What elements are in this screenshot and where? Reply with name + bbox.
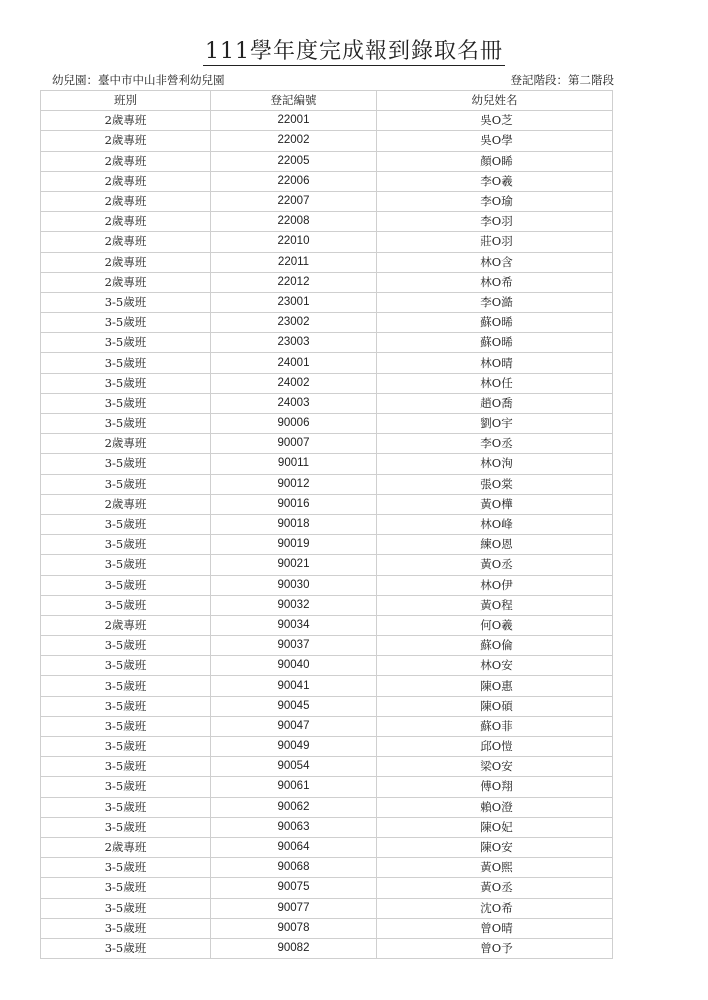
cell-child-name: 黃O程 — [377, 595, 613, 615]
table-row — [41, 514, 613, 534]
table-row — [41, 494, 613, 514]
cell-reg-number: 22002 — [211, 131, 377, 151]
table-row — [41, 393, 613, 413]
table-row — [41, 333, 613, 353]
table-row — [41, 696, 613, 716]
table-row — [41, 817, 613, 837]
table-row — [41, 111, 613, 131]
cell-class: 2歲專班 — [41, 434, 211, 454]
stage-label: 登記階段：第二階段 — [510, 73, 614, 87]
cell-child-name: 練O恩 — [377, 535, 613, 555]
cell-class: 3-5歲班 — [41, 454, 211, 474]
cell-child-name: 曾O晴 — [377, 918, 613, 938]
header-reg-number: 登記編號 — [211, 91, 377, 111]
cell-reg-number: 22011 — [211, 252, 377, 272]
cell-child-name: 趙O喬 — [377, 393, 613, 413]
cell-reg-number: 22005 — [211, 151, 377, 171]
document-meta — [52, 72, 614, 88]
cell-reg-number: 90041 — [211, 676, 377, 696]
cell-class: 2歲專班 — [41, 615, 211, 635]
cell-reg-number: 90011 — [211, 454, 377, 474]
cell-class: 3-5歲班 — [41, 938, 211, 958]
cell-reg-number: 22012 — [211, 272, 377, 292]
table-row — [41, 353, 613, 373]
cell-class: 3-5歲班 — [41, 555, 211, 575]
cell-class: 3-5歲班 — [41, 676, 211, 696]
cell-child-name: 沈O希 — [377, 898, 613, 918]
cell-reg-number: 90040 — [211, 656, 377, 676]
cell-reg-number: 22001 — [211, 111, 377, 131]
table-row — [41, 797, 613, 817]
cell-reg-number: 23003 — [211, 333, 377, 353]
table-row — [41, 737, 613, 757]
cell-class: 2歲專班 — [41, 494, 211, 514]
cell-class: 3-5歲班 — [41, 797, 211, 817]
table-row — [41, 858, 613, 878]
table-row — [41, 151, 613, 171]
cell-child-name: 傅O翔 — [377, 777, 613, 797]
cell-reg-number: 90062 — [211, 797, 377, 817]
enrollment-table — [40, 90, 613, 959]
header-child-name: 幼兒姓名 — [377, 91, 613, 111]
cell-class: 3-5歲班 — [41, 898, 211, 918]
cell-child-name: 邱O愷 — [377, 737, 613, 757]
cell-reg-number: 90063 — [211, 817, 377, 837]
cell-class: 3-5歲班 — [41, 716, 211, 736]
cell-class: 2歲專班 — [41, 232, 211, 252]
cell-class: 3-5歲班 — [41, 535, 211, 555]
cell-class: 3-5歲班 — [41, 858, 211, 878]
kindergarten-label: 幼兒園：臺中市中山非營利幼兒園 — [52, 73, 225, 87]
cell-reg-number: 90045 — [211, 696, 377, 716]
cell-class: 3-5歲班 — [41, 373, 211, 393]
cell-child-name: 吳O學 — [377, 131, 613, 151]
cell-child-name: 林O安 — [377, 656, 613, 676]
cell-reg-number: 90006 — [211, 414, 377, 434]
cell-class: 3-5歲班 — [41, 514, 211, 534]
cell-class: 2歲專班 — [41, 111, 211, 131]
table-row — [41, 454, 613, 474]
table-row — [41, 918, 613, 938]
cell-reg-number: 90078 — [211, 918, 377, 938]
cell-class: 3-5歲班 — [41, 817, 211, 837]
cell-reg-number: 90021 — [211, 555, 377, 575]
cell-child-name: 李O羲 — [377, 171, 613, 191]
cell-class: 2歲專班 — [41, 212, 211, 232]
cell-class: 2歲專班 — [41, 151, 211, 171]
cell-child-name: 林O含 — [377, 252, 613, 272]
cell-reg-number: 90075 — [211, 878, 377, 898]
table-row — [41, 171, 613, 191]
cell-reg-number: 90061 — [211, 777, 377, 797]
cell-child-name: 黃O丞 — [377, 878, 613, 898]
table-row — [41, 535, 613, 555]
cell-child-name: 林O晴 — [377, 353, 613, 373]
cell-reg-number: 90016 — [211, 494, 377, 514]
cell-child-name: 莊O羽 — [377, 232, 613, 252]
cell-child-name: 蘇O晞 — [377, 313, 613, 333]
cell-class: 3-5歲班 — [41, 696, 211, 716]
cell-reg-number: 90034 — [211, 615, 377, 635]
cell-child-name: 黃O丞 — [377, 555, 613, 575]
table-row — [41, 373, 613, 393]
cell-class: 3-5歲班 — [41, 595, 211, 615]
table-row — [41, 837, 613, 857]
cell-child-name: 林O伊 — [377, 575, 613, 595]
cell-reg-number: 90012 — [211, 474, 377, 494]
cell-reg-number: 23001 — [211, 292, 377, 312]
cell-reg-number: 90007 — [211, 434, 377, 454]
cell-child-name: 李O丞 — [377, 434, 613, 454]
cell-class: 3-5歲班 — [41, 474, 211, 494]
cell-class: 3-5歲班 — [41, 636, 211, 656]
cell-reg-number: 90018 — [211, 514, 377, 534]
cell-class: 3-5歲班 — [41, 292, 211, 312]
cell-reg-number: 24002 — [211, 373, 377, 393]
table-row — [41, 212, 613, 232]
cell-class: 2歲專班 — [41, 837, 211, 857]
cell-child-name: 賴O澄 — [377, 797, 613, 817]
cell-class: 2歲專班 — [41, 252, 211, 272]
table-row — [41, 272, 613, 292]
cell-reg-number: 22008 — [211, 212, 377, 232]
table-row — [41, 757, 613, 777]
table-row — [41, 716, 613, 736]
cell-reg-number: 22006 — [211, 171, 377, 191]
cell-class: 3-5歲班 — [41, 737, 211, 757]
cell-class: 3-5歲班 — [41, 757, 211, 777]
cell-reg-number: 90054 — [211, 757, 377, 777]
cell-child-name: 林O希 — [377, 272, 613, 292]
cell-child-name: 黃O熙 — [377, 858, 613, 878]
cell-child-name: 李O羽 — [377, 212, 613, 232]
table-row — [41, 414, 613, 434]
header-class: 班別 — [41, 91, 211, 111]
cell-class: 3-5歲班 — [41, 393, 211, 413]
table-row — [41, 434, 613, 454]
table-row — [41, 474, 613, 494]
cell-child-name: 吳O芝 — [377, 111, 613, 131]
cell-class: 3-5歲班 — [41, 656, 211, 676]
cell-reg-number: 22007 — [211, 191, 377, 211]
cell-child-name: 陳O妃 — [377, 817, 613, 837]
cell-child-name: 劉O宇 — [377, 414, 613, 434]
cell-reg-number: 90030 — [211, 575, 377, 595]
cell-child-name: 李O瑜 — [377, 191, 613, 211]
cell-class: 2歲專班 — [41, 191, 211, 211]
cell-child-name: 林O任 — [377, 373, 613, 393]
cell-reg-number: 22010 — [211, 232, 377, 252]
table-row — [41, 656, 613, 676]
cell-reg-number: 90037 — [211, 636, 377, 656]
cell-reg-number: 24001 — [211, 353, 377, 373]
table-row — [41, 131, 613, 151]
cell-child-name: 何O羲 — [377, 615, 613, 635]
table-row — [41, 676, 613, 696]
table-row — [41, 292, 613, 312]
table-row — [41, 232, 613, 252]
cell-class: 3-5歲班 — [41, 414, 211, 434]
cell-class: 2歲專班 — [41, 131, 211, 151]
cell-class: 2歲專班 — [41, 171, 211, 191]
cell-class: 3-5歲班 — [41, 777, 211, 797]
cell-child-name: 蘇O菲 — [377, 716, 613, 736]
cell-reg-number: 24003 — [211, 393, 377, 413]
table-row — [41, 595, 613, 615]
cell-reg-number: 90082 — [211, 938, 377, 958]
document-title: 111學年度完成報到錄取名冊 — [205, 39, 503, 64]
cell-child-name: 曾O予 — [377, 938, 613, 958]
cell-child-name: 李O澔 — [377, 292, 613, 312]
cell-class: 2歲專班 — [41, 272, 211, 292]
table-row — [41, 636, 613, 656]
cell-reg-number: 90047 — [211, 716, 377, 736]
table-row — [41, 878, 613, 898]
cell-class: 3-5歲班 — [41, 313, 211, 333]
cell-reg-number: 23002 — [211, 313, 377, 333]
cell-reg-number: 90049 — [211, 737, 377, 757]
cell-child-name: 張O棠 — [377, 474, 613, 494]
table-header-row — [41, 91, 613, 111]
cell-child-name: 陳O安 — [377, 837, 613, 857]
cell-class: 3-5歲班 — [41, 918, 211, 938]
cell-child-name: 林O洵 — [377, 454, 613, 474]
cell-class: 3-5歲班 — [41, 333, 211, 353]
cell-child-name: 蘇O倫 — [377, 636, 613, 656]
cell-class: 3-5歲班 — [41, 353, 211, 373]
cell-child-name: 蘇O晞 — [377, 333, 613, 353]
table-row — [41, 777, 613, 797]
cell-child-name: 陳O碩 — [377, 696, 613, 716]
cell-reg-number: 90077 — [211, 898, 377, 918]
cell-class: 3-5歲班 — [41, 878, 211, 898]
cell-reg-number: 90032 — [211, 595, 377, 615]
cell-child-name: 陳O惠 — [377, 676, 613, 696]
table-row — [41, 938, 613, 958]
cell-reg-number: 90064 — [211, 837, 377, 857]
cell-class: 3-5歲班 — [41, 575, 211, 595]
table-row — [41, 555, 613, 575]
table-row — [41, 615, 613, 635]
cell-child-name: 顏O睎 — [377, 151, 613, 171]
table-row — [41, 575, 613, 595]
cell-child-name: 梁O安 — [377, 757, 613, 777]
table-row — [41, 191, 613, 211]
cell-child-name: 林O峰 — [377, 514, 613, 534]
table-row — [41, 898, 613, 918]
cell-reg-number: 90068 — [211, 858, 377, 878]
cell-reg-number: 90019 — [211, 535, 377, 555]
table-row — [41, 313, 613, 333]
table-row — [41, 252, 613, 272]
cell-child-name: 黃O樺 — [377, 494, 613, 514]
